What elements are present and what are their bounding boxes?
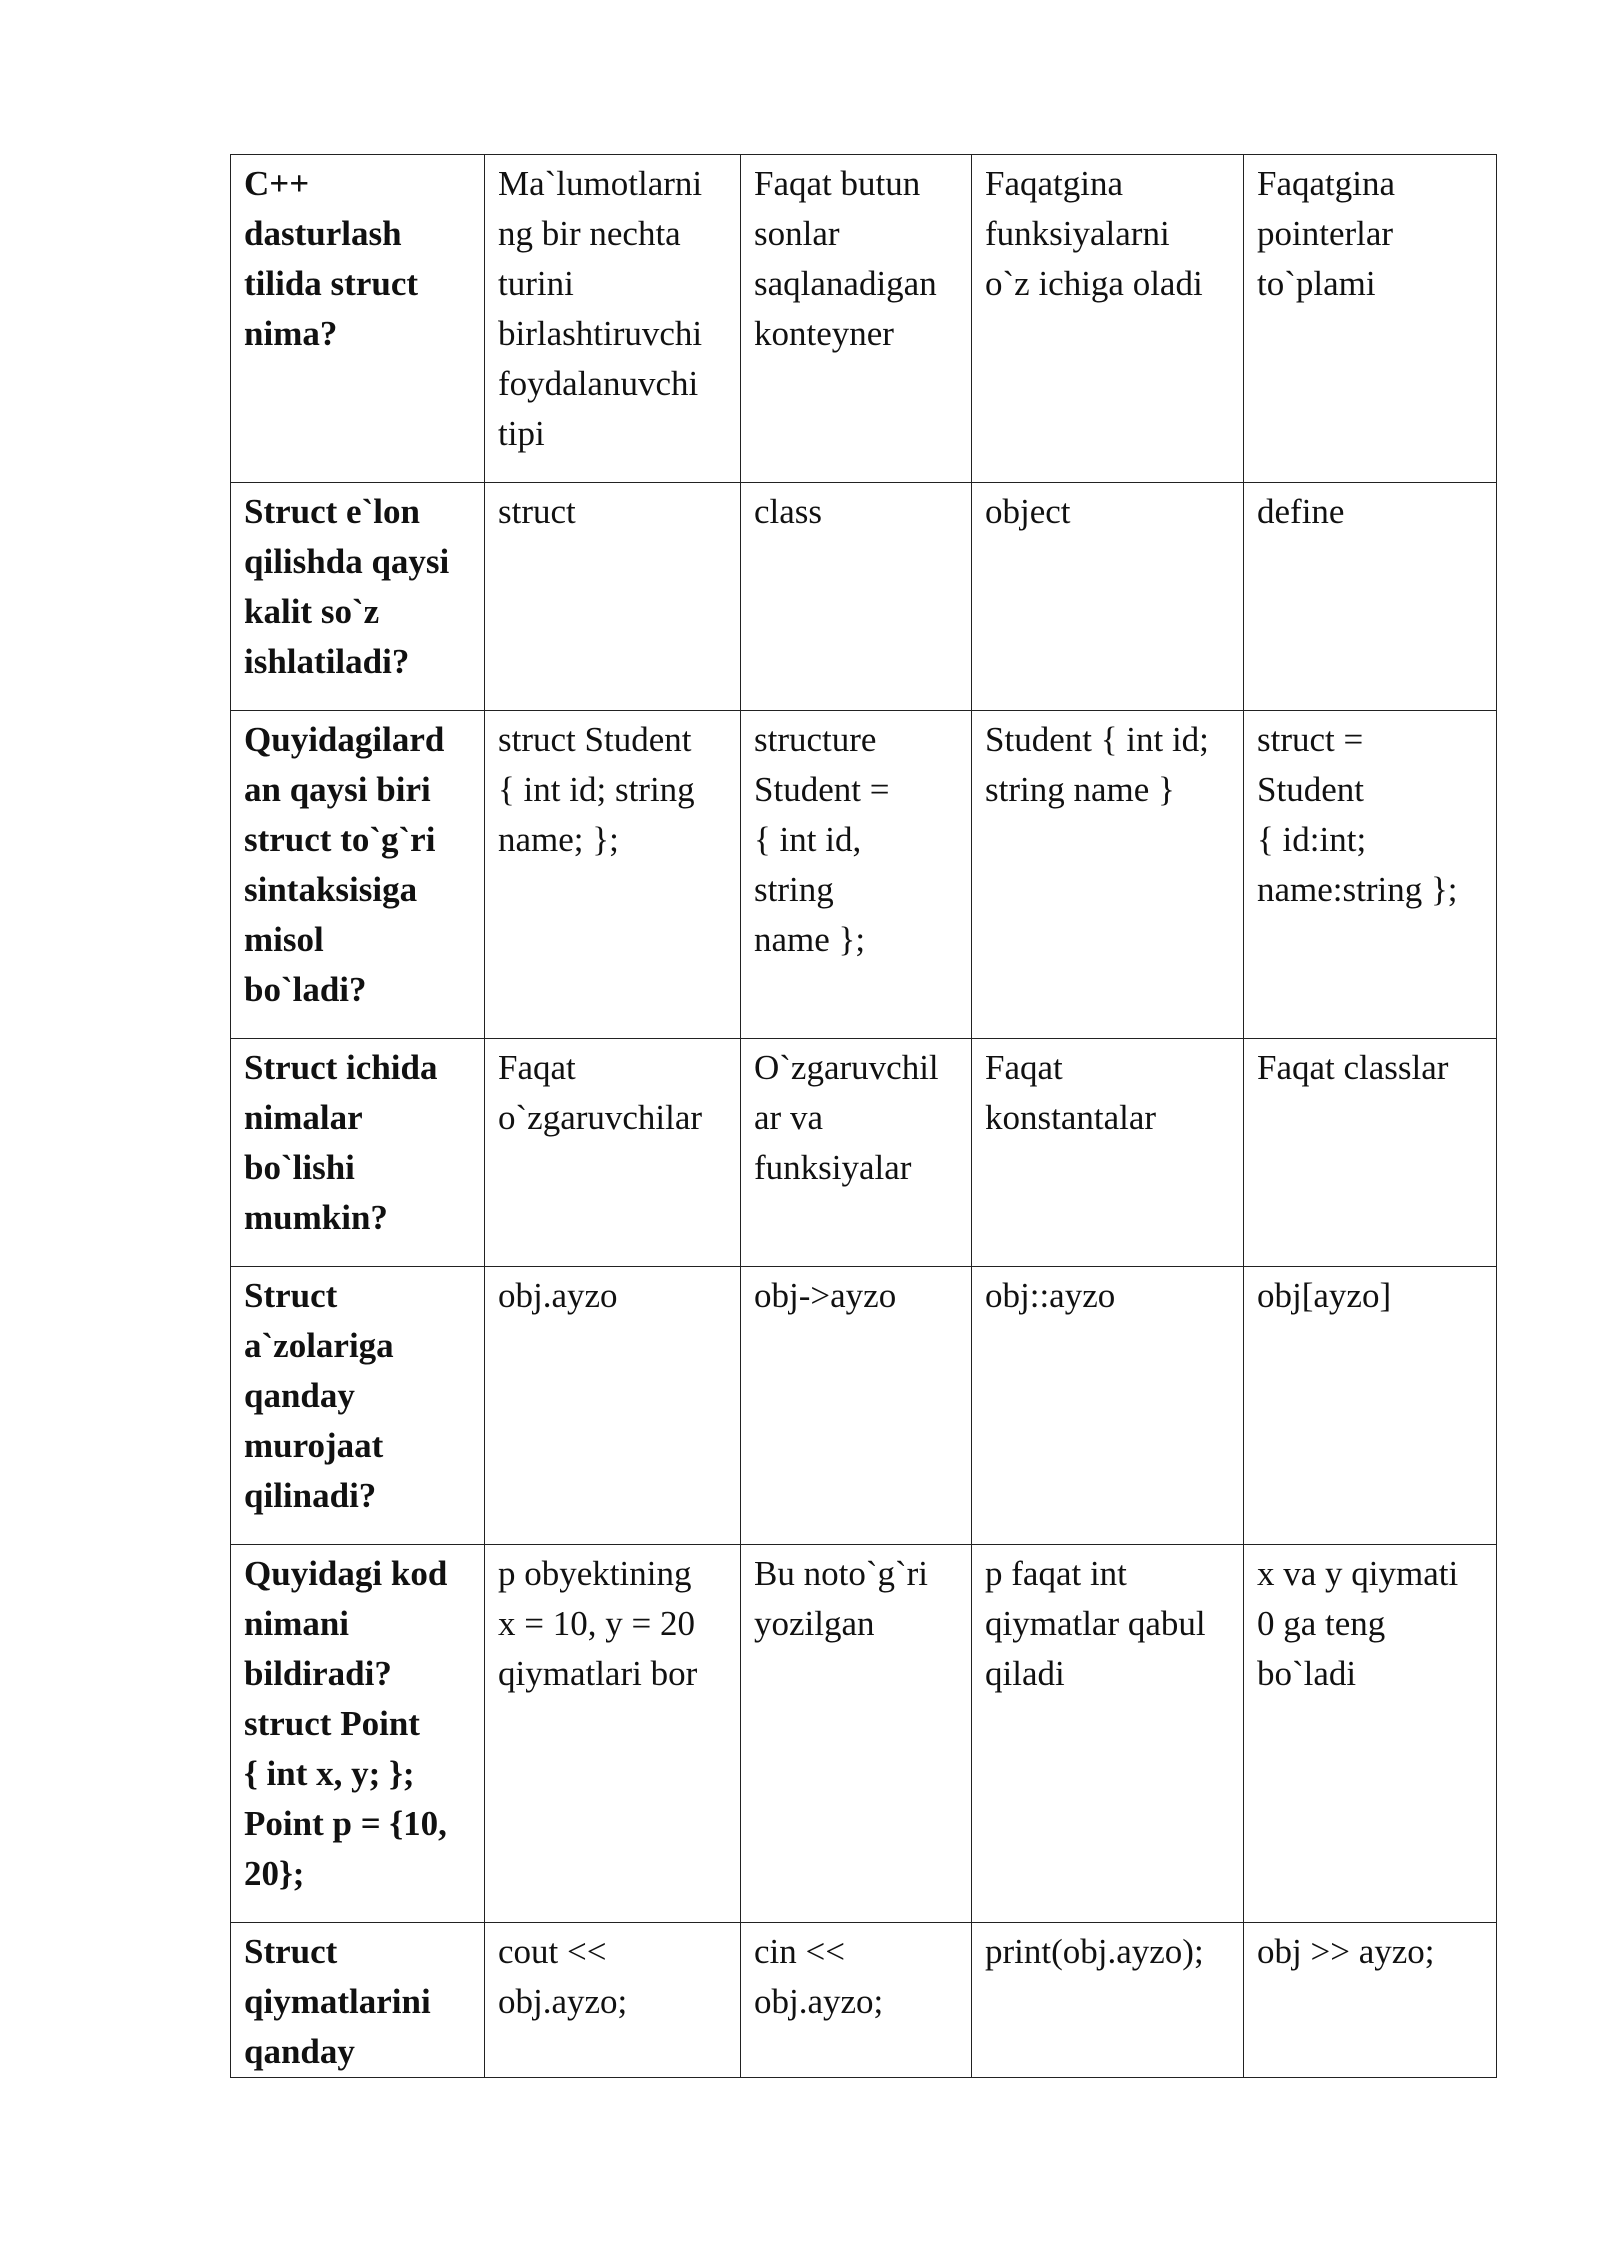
question-text: Struct e`lon qilishda qaysi kalit so`z ishlatiladi? xyxy=(244,492,450,681)
option-b-text: class xyxy=(754,492,823,531)
option-b-cell xyxy=(741,1923,972,2078)
option-c-cell xyxy=(972,1039,1244,1267)
option-b-text: structure Student = { int id, string name }; xyxy=(754,720,890,959)
table-row xyxy=(231,711,1497,1039)
option-c-text: Student { int id; string name } xyxy=(985,720,1209,809)
question-text: Struct ichida nimalar bo`lishi mumkin? xyxy=(244,1048,438,1237)
option-c-text: p faqat int qiymatlar qabul qiladi xyxy=(985,1554,1206,1693)
option-d-cell xyxy=(1244,155,1497,483)
option-b-text: O`zgaruvchil ar va funksiyalar xyxy=(754,1048,939,1187)
option-c-cell xyxy=(972,1923,1244,2078)
question-cell xyxy=(231,711,485,1039)
option-c-text: object xyxy=(985,492,1071,531)
question-text: Quyidagilard an qaysi biri struct to`g`ri sintaksisiga misol bo`ladi? xyxy=(244,720,445,1009)
question-cell xyxy=(231,1923,485,2078)
option-d-text: struct = Student { id:int; name:string }; xyxy=(1257,720,1458,909)
question-cell xyxy=(231,1039,485,1267)
option-a-text: obj.ayzo xyxy=(498,1276,618,1315)
option-c-cell xyxy=(972,483,1244,711)
option-c-text: obj::ayzo xyxy=(985,1276,1116,1315)
question-text: C++ dasturlash tilida struct nima? xyxy=(244,164,419,353)
option-a-text: cout << obj.ayzo; xyxy=(498,1932,628,2021)
table-row xyxy=(231,483,1497,711)
option-b-text: cin << obj.ayzo; xyxy=(754,1932,884,2021)
table-row xyxy=(231,1545,1497,1923)
question-cell xyxy=(231,155,485,483)
option-a-text: struct Student { int id; string name; }; xyxy=(498,720,695,859)
option-a-cell xyxy=(485,155,741,483)
table-row xyxy=(231,155,1497,483)
option-c-text: Faqatgina funksiyalarni o`z ichiga oladi xyxy=(985,164,1203,303)
question-text: Quyidagi kod nimani bildiradi? struct Point { int x, y; }; Point p = {10, 20}; xyxy=(244,1554,448,1893)
table-row xyxy=(231,1923,1497,2078)
option-c-text: Faqat konstantalar xyxy=(985,1048,1157,1137)
option-b-cell xyxy=(741,1267,972,1545)
option-b-cell xyxy=(741,1039,972,1267)
option-d-text: x va y qiymati 0 ga teng bo`ladi xyxy=(1257,1554,1459,1693)
option-a-text: Ma`lumotlarni ng bir nechta turini birlashtiruvchi foydalanuvchi tipi xyxy=(498,164,703,453)
option-d-cell xyxy=(1244,1039,1497,1267)
option-b-cell xyxy=(741,1545,972,1923)
option-a-cell xyxy=(485,1267,741,1545)
option-d-text: obj[ayzo] xyxy=(1257,1276,1392,1315)
option-a-cell xyxy=(485,1923,741,2078)
option-b-text: Faqat butun sonlar saqlanadigan konteyner xyxy=(754,164,937,353)
option-a-cell xyxy=(485,1545,741,1923)
option-c-text: print(obj.ayzo); xyxy=(985,1932,1204,1971)
question-cell xyxy=(231,483,485,711)
question-cell xyxy=(231,1267,485,1545)
option-a-cell xyxy=(485,1039,741,1267)
option-b-text: Bu noto`g`ri yozilgan xyxy=(754,1554,929,1643)
option-d-cell xyxy=(1244,483,1497,711)
option-a-cell xyxy=(485,483,741,711)
option-d-text: Faqatgina pointerlar to`plami xyxy=(1257,164,1396,303)
option-d-text: define xyxy=(1257,492,1345,531)
option-d-cell xyxy=(1244,1923,1497,2078)
table-row xyxy=(231,1267,1497,1545)
option-c-cell xyxy=(972,1545,1244,1923)
option-a-text: Faqat o`zgaruvchilar xyxy=(498,1048,703,1137)
option-c-cell xyxy=(972,1267,1244,1545)
option-c-cell xyxy=(972,155,1244,483)
option-c-cell xyxy=(972,711,1244,1039)
option-b-cell xyxy=(741,483,972,711)
question-text: Struct a`zolariga qanday murojaat qilinadi? xyxy=(244,1276,394,1515)
option-a-text: struct xyxy=(498,492,576,531)
option-d-text: obj >> ayzo; xyxy=(1257,1932,1435,1971)
option-a-text: p obyektining x = 10, y = 20 qiymatlari bor xyxy=(498,1554,698,1693)
option-b-cell xyxy=(741,711,972,1039)
option-b-text: obj->ayzo xyxy=(754,1276,897,1315)
quiz-table xyxy=(230,154,1497,2078)
option-d-cell xyxy=(1244,711,1497,1039)
option-a-cell xyxy=(485,711,741,1039)
option-d-cell xyxy=(1244,1545,1497,1923)
option-d-cell xyxy=(1244,1267,1497,1545)
question-cell xyxy=(231,1545,485,1923)
option-d-text: Faqat classlar xyxy=(1257,1048,1449,1087)
question-text: Struct qiymatlarini qanday xyxy=(244,1932,431,2071)
option-b-cell xyxy=(741,155,972,483)
table-row xyxy=(231,1039,1497,1267)
